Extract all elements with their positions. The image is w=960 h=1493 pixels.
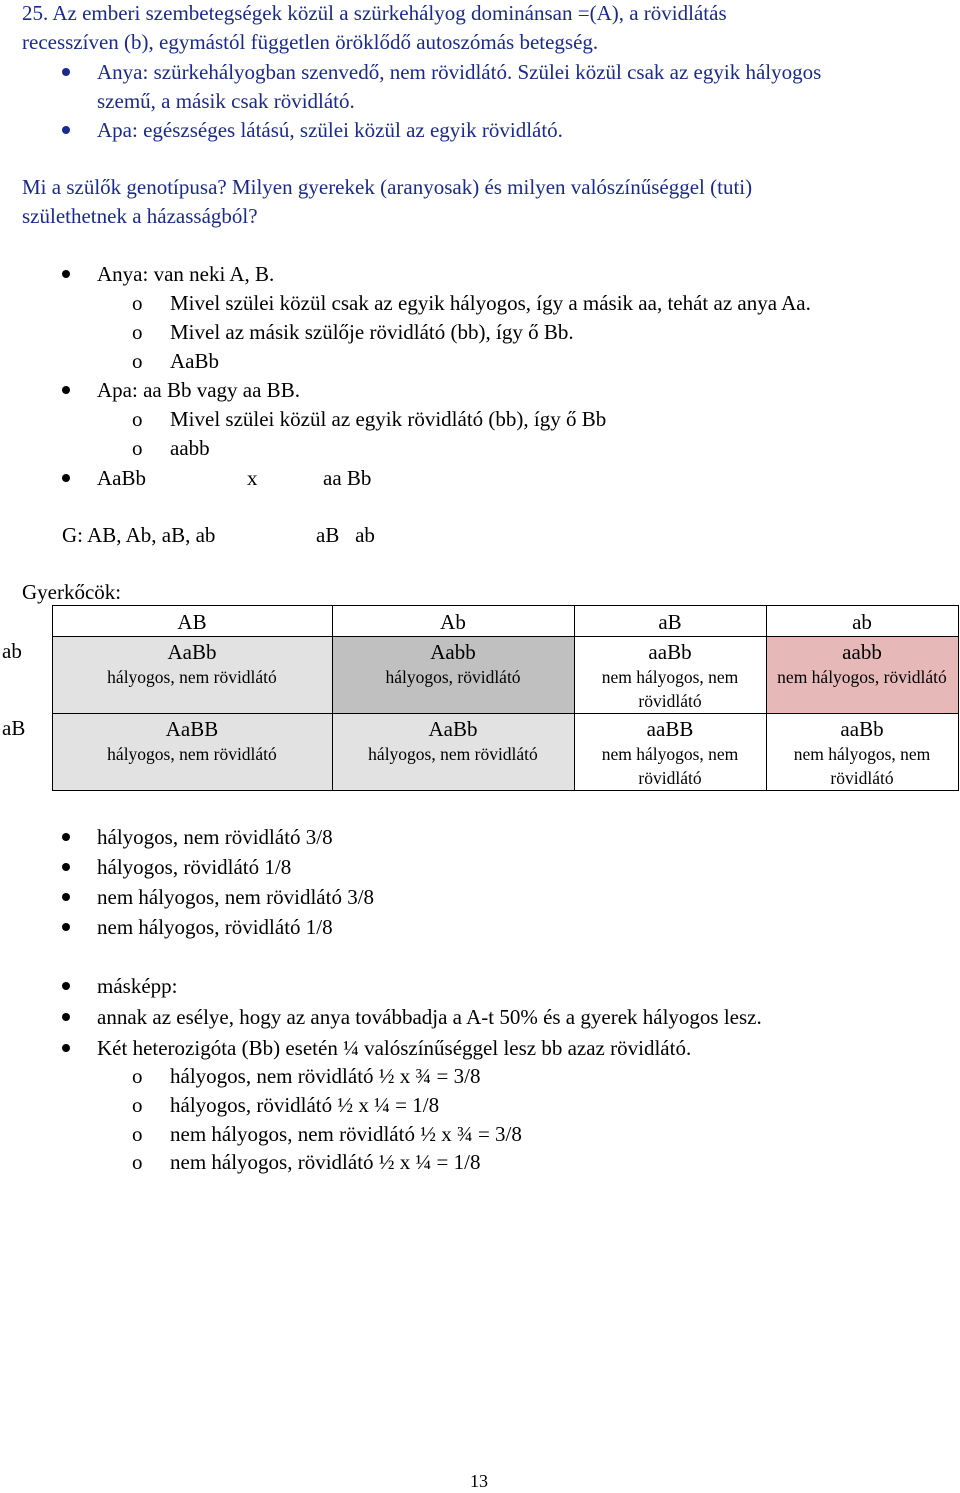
anya-genotype: AaBb bbox=[170, 349, 219, 373]
cell-phenotype: hályogos, nem rövidlátó bbox=[107, 744, 277, 764]
cross-right: aa Bb bbox=[323, 466, 372, 490]
col-header: Ab bbox=[332, 606, 574, 637]
bullet-icon bbox=[62, 982, 70, 990]
alternative-sub: nem hályogos, rövidlátó ½ x ¼ = 1/8 bbox=[170, 1150, 481, 1174]
alternative-title: másképp: bbox=[97, 974, 178, 998]
problem-line-1: 25. Az emberi szembetegségek közül a szürkehályog dominánsan =(A), a rövidlátás bbox=[22, 1, 727, 25]
col-header: aB bbox=[574, 606, 766, 637]
table-cell bbox=[766, 637, 958, 714]
col-header: AB bbox=[52, 606, 332, 637]
punnett-table bbox=[2, 605, 959, 791]
sub-bullet-icon: o bbox=[132, 320, 143, 344]
sub-bullet-icon: o bbox=[132, 1150, 143, 1174]
bullet-icon bbox=[62, 126, 70, 134]
table-caption: Gyerkőcök: bbox=[22, 580, 122, 604]
table-cell bbox=[52, 637, 332, 714]
table-header-row bbox=[2, 606, 958, 637]
result-item: hályogos, nem rövidlátó 3/8 bbox=[97, 825, 333, 849]
cell-phenotype: nem hályogos, nem rövidlátó bbox=[793, 744, 931, 788]
alternative-line-2: Két heterozigóta (Bb) esetén ¼ valószínűséggel lesz bb azaz rövidlátó. bbox=[97, 1036, 692, 1060]
problem-bullet-apa: Apa: egészséges látású, szülei közül az egyik rövidlátó. bbox=[97, 118, 563, 142]
table-cell bbox=[332, 714, 574, 791]
bullet-icon bbox=[62, 923, 70, 931]
bullet-icon bbox=[62, 863, 70, 871]
bullet-icon bbox=[62, 1044, 70, 1052]
cell-phenotype: hályogos, nem rövidlátó bbox=[368, 744, 538, 764]
sub-bullet-icon: o bbox=[132, 436, 143, 460]
alternative-sub: hályogos, rövidlátó ½ x ¼ = 1/8 bbox=[170, 1093, 440, 1117]
table-cell bbox=[766, 714, 958, 791]
bullet-icon bbox=[62, 833, 70, 841]
cell-genotype: aabb bbox=[842, 640, 882, 664]
cell-phenotype: nem hályogos, rövidlátó bbox=[777, 667, 947, 687]
result-item: nem hályogos, nem rövidlátó 3/8 bbox=[97, 885, 375, 909]
apa-reason-1: Mivel szülei közül az egyik rövidlátó (bb), így ő Bb bbox=[170, 407, 607, 431]
result-item: nem hályogos, rövidlátó 1/8 bbox=[97, 915, 333, 939]
gametes-right: aB ab bbox=[316, 523, 375, 547]
col-header: ab bbox=[766, 606, 958, 637]
bullet-icon bbox=[62, 68, 70, 76]
question-line-2: születhetnek a házasságból? bbox=[22, 204, 258, 228]
gametes-left: G: AB, Ab, aB, ab bbox=[62, 523, 216, 547]
table-cell bbox=[574, 637, 766, 714]
alternative-sub: nem hályogos, nem rövidlátó ½ x ¾ = 3/8 bbox=[170, 1122, 522, 1146]
anya-reason-1: Mivel szülei közül csak az egyik hályogos, így a másik aa, tehát az anya Aa. bbox=[170, 291, 811, 315]
cell-genotype: Aabb bbox=[430, 640, 476, 664]
cell-genotype: AaBb bbox=[167, 640, 217, 664]
sub-bullet-icon: o bbox=[132, 1122, 143, 1146]
page-number: 13 bbox=[470, 1471, 488, 1491]
row-header: aB bbox=[2, 714, 52, 791]
problem-bullet-anya-cont: szemű, a másik csak rövidlátó. bbox=[97, 89, 355, 113]
question-line-1: Mi a szülők genotípusa? Milyen gyerekek (aranyosak) és milyen valószínűséggel (tuti) bbox=[22, 175, 753, 199]
table-corner bbox=[2, 606, 52, 637]
sub-bullet-icon: o bbox=[132, 349, 143, 373]
cell-genotype: aaBb bbox=[648, 640, 692, 664]
alternative-sub: hályogos, nem rövidlátó ½ x ¾ = 3/8 bbox=[170, 1064, 481, 1088]
bullet-icon bbox=[62, 1013, 70, 1021]
cell-genotype: aaBB bbox=[646, 717, 694, 741]
bullet-icon bbox=[62, 893, 70, 901]
table-row bbox=[2, 637, 958, 714]
apa-genotype: aabb bbox=[170, 436, 210, 460]
sub-bullet-icon: o bbox=[132, 291, 143, 315]
cell-phenotype: nem hályogos, nem rövidlátó bbox=[601, 744, 739, 788]
cell-genotype: AaBB bbox=[165, 717, 219, 741]
table-cell bbox=[574, 714, 766, 791]
anya-reason-2: Mivel az másik szülője rövidlátó (bb), így ő Bb. bbox=[170, 320, 574, 344]
sub-bullet-icon: o bbox=[132, 1064, 143, 1088]
cell-phenotype: hályogos, nem rövidlátó bbox=[107, 667, 277, 687]
cell-genotype: aaBb bbox=[840, 717, 884, 741]
problem-bullet-anya: Anya: szürkehályogban szenvedő, nem rövidlátó. Szülei közül csak az egyik hályogos bbox=[97, 60, 822, 84]
result-item: hályogos, rövidlátó 1/8 bbox=[97, 855, 292, 879]
bullet-icon bbox=[62, 270, 70, 278]
cross-left: AaBb bbox=[97, 466, 146, 490]
table-cell bbox=[332, 637, 574, 714]
cell-genotype: AaBb bbox=[428, 717, 478, 741]
row-header: ab bbox=[2, 637, 52, 714]
sub-bullet-icon: o bbox=[132, 407, 143, 431]
alternative-line-1: annak az esélye, hogy az anya továbbadja a A-t 50% és a gyerek hályogos lesz. bbox=[97, 1005, 762, 1029]
cross-x: x bbox=[247, 466, 258, 490]
solution-anya: Anya: van neki A, B. bbox=[97, 262, 275, 286]
problem-line-2: recesszíven (b), egymástól független öröklődő autoszómás betegség. bbox=[22, 30, 599, 54]
table-row bbox=[2, 714, 958, 791]
bullet-icon bbox=[62, 474, 70, 482]
sub-bullet-icon: o bbox=[132, 1093, 143, 1117]
cell-phenotype: hályogos, rövidlátó bbox=[385, 667, 521, 687]
bullet-icon bbox=[62, 386, 70, 394]
table-cell bbox=[52, 714, 332, 791]
cell-phenotype: nem hályogos, nem rövidlátó bbox=[601, 667, 739, 711]
solution-apa: Apa: aa Bb vagy aa BB. bbox=[97, 378, 300, 402]
